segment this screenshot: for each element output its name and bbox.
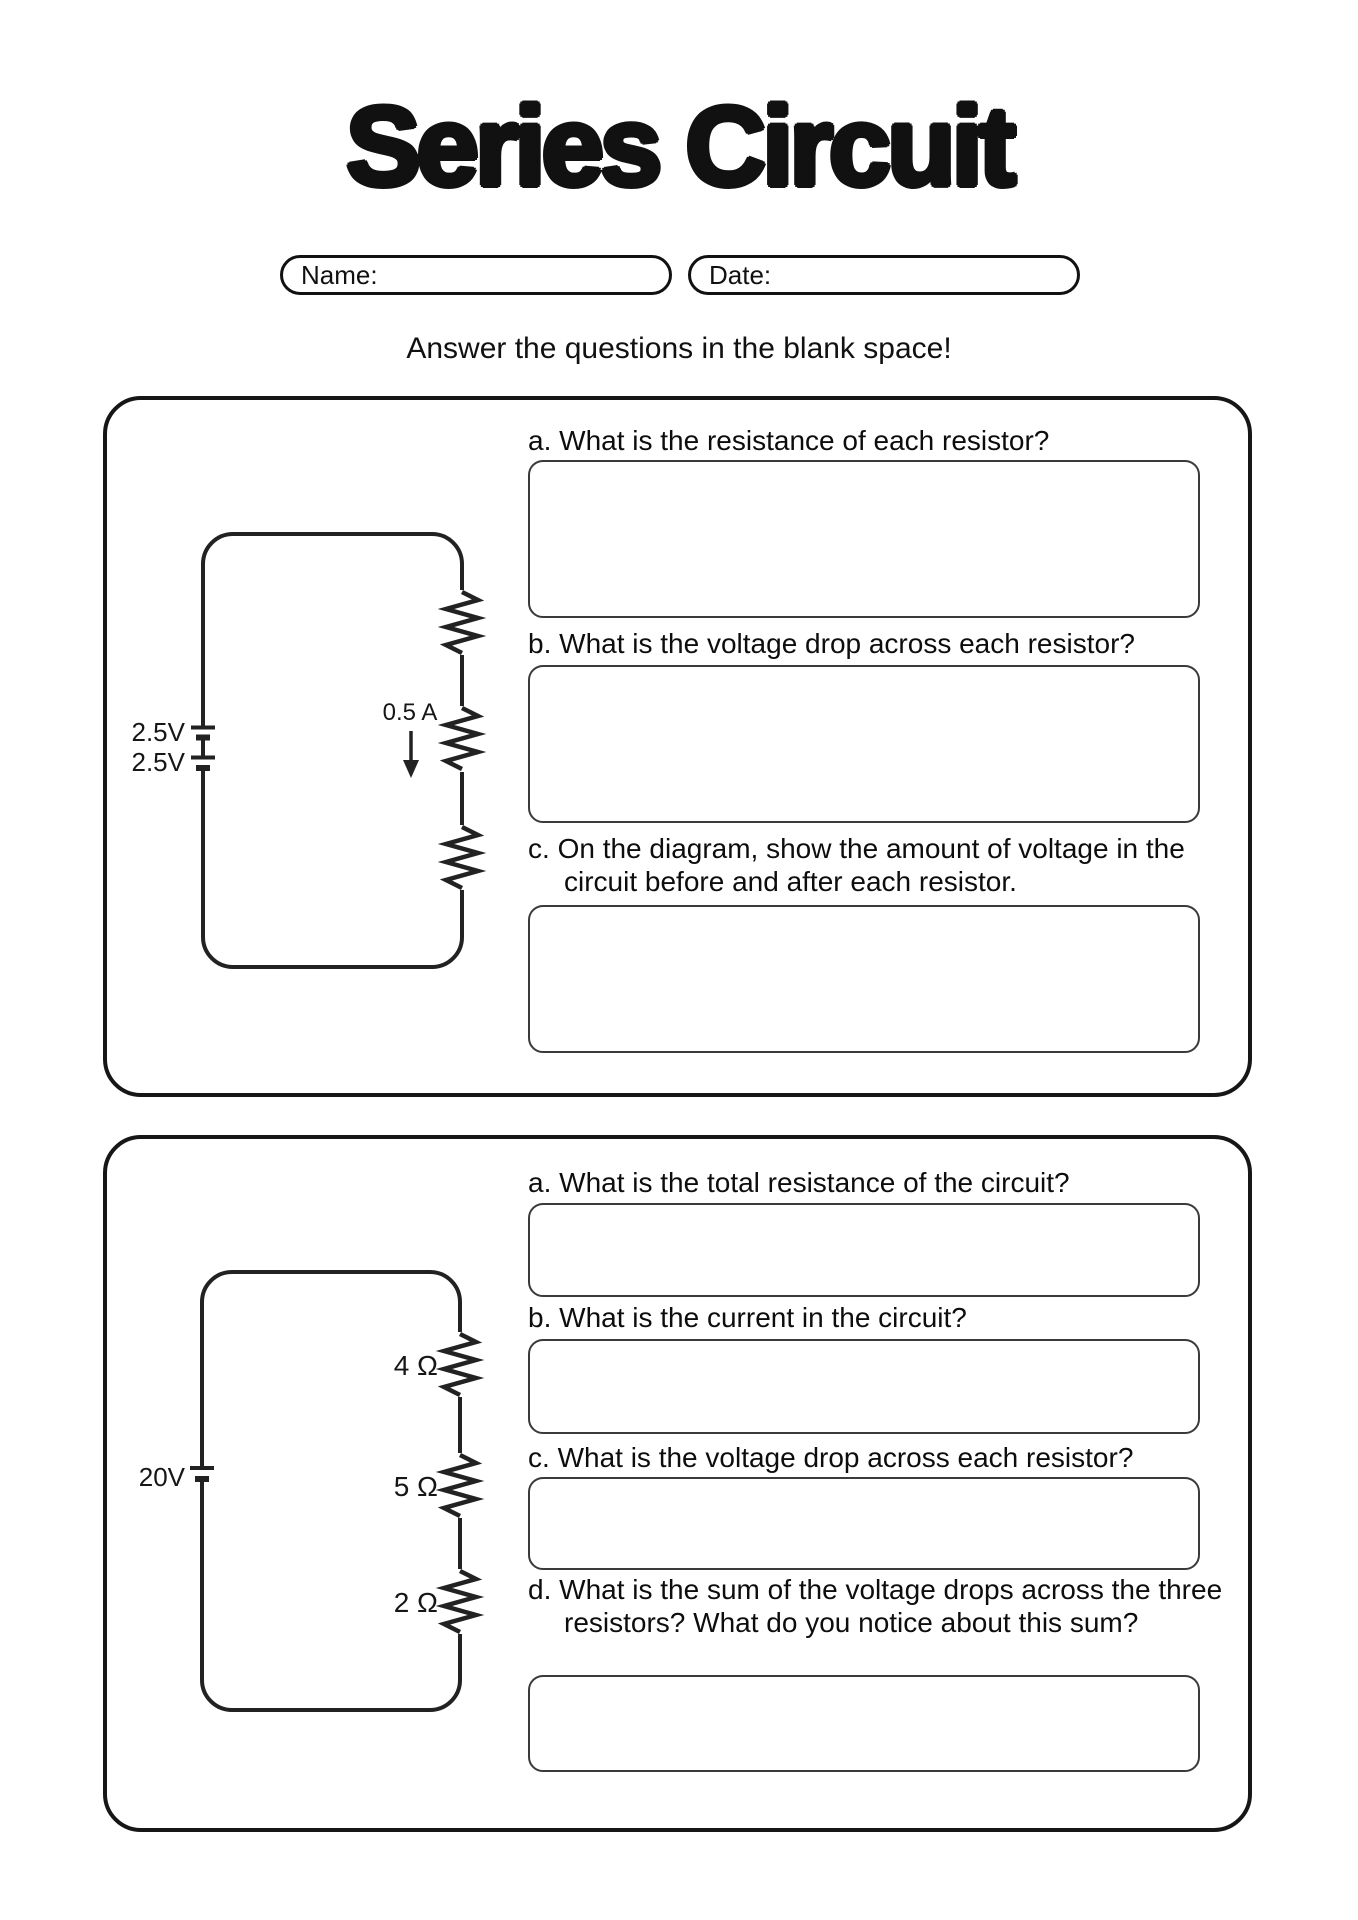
circuit-1-wire-loop (203, 534, 462, 967)
p2-question-c-label: c. (528, 1442, 550, 1473)
resistor-5ohm-label: 5 Ω (393, 1471, 438, 1502)
p2-question-b-label: b. (528, 1302, 552, 1333)
p2-answer-box-c[interactable] (528, 1477, 1200, 1570)
p2-question-d-text: What is the sum of the voltage drops across the three resistors? What do you notice about this sum? (559, 1574, 1223, 1638)
battery-cell-1-label: 2.5V (131, 717, 185, 747)
p2-question-d-label: d. (528, 1574, 552, 1605)
p2-question-c-text: What is the voltage drop across each resistor? (557, 1442, 1134, 1473)
p2-question-a-label: a. (528, 1167, 552, 1198)
p2-question-d (528, 1573, 1228, 1639)
p1-answer-box-a[interactable] (528, 460, 1200, 618)
p2-question-c (528, 1441, 1218, 1474)
name-label: Name: (301, 259, 378, 290)
date-field[interactable] (688, 255, 1080, 295)
p1-question-a (528, 424, 1218, 457)
date-label: Date: (709, 259, 772, 290)
circuit-2-diagram (130, 1250, 500, 1740)
p2-question-a-text: What is the total resistance of the circuit? (559, 1167, 1070, 1198)
p2-answer-box-a[interactable] (528, 1203, 1200, 1297)
instruction-text: Answer the questions in the blank space! (406, 332, 952, 365)
resistor-4ohm-label: 4 Ω (393, 1350, 438, 1381)
p1-question-c-text: On the diagram, show the amount of voltage in the circuit before and after each resistor. (557, 833, 1185, 897)
battery-voltage-label: 20V (138, 1462, 185, 1492)
resistor-2ohm-label: 2 Ω (393, 1587, 438, 1618)
p2-question-b-text: What is the current in the circuit? (559, 1302, 967, 1333)
current-label: 0.5 A (382, 699, 438, 726)
p1-question-b (528, 627, 1218, 660)
p1-question-a-label: a. (528, 425, 552, 456)
p2-question-b (528, 1301, 1218, 1334)
p1-question-b-text: What is the voltage drop across each resistor? (559, 628, 1135, 659)
page-title: Series Circuit (345, 84, 1013, 209)
p1-answer-box-b[interactable] (528, 665, 1200, 823)
p2-answer-box-b[interactable] (528, 1339, 1200, 1434)
p1-question-a-text: What is the resistance of each resistor? (559, 425, 1050, 456)
p2-answer-box-d[interactable] (528, 1675, 1200, 1772)
p1-answer-box-c[interactable] (528, 905, 1200, 1053)
p1-question-c-label: c. (528, 833, 550, 864)
current-arrow-icon (403, 731, 419, 778)
battery-cell-2-label: 2.5V (131, 747, 185, 777)
circuit-1-diagram (130, 520, 500, 1000)
p1-question-b-label: b. (528, 628, 552, 659)
p1-question-c (528, 832, 1204, 898)
p2-question-a (528, 1166, 1218, 1199)
name-field[interactable] (280, 255, 672, 295)
